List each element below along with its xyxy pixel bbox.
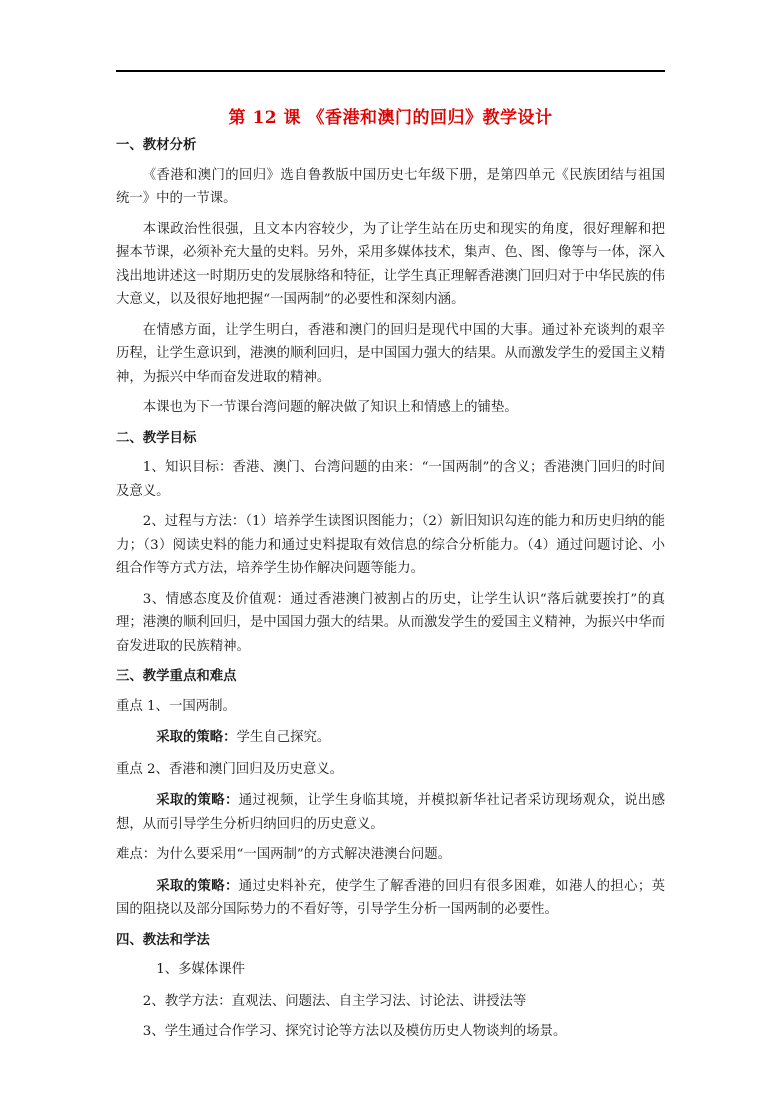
- method-item-2: 2、教学方法：直观法、问题法、自主学习法、讨论法、讲授法等: [142, 993, 527, 1009]
- strategy-text: 通过视频，让学生身临其境，并模拟新华社记者采访现场观众，说出感想，从而引导学生分析归纳回归的历史意义。: [116, 793, 666, 832]
- strategy-label: 采取的策略：: [156, 792, 239, 808]
- strategy-label: 采取的策略：: [156, 877, 239, 894]
- difficult-point-strategy: [116, 875, 665, 922]
- key-point-2: 重点 2、香港和澳门回归及历史意义。: [116, 761, 344, 777]
- strategy-label: 采取的策略：: [156, 729, 237, 745]
- section-heading-key-points: 三、教学重点和难点: [116, 668, 237, 684]
- key-point-2-strategy: [116, 789, 665, 836]
- strategy-text: 学生自己探究。: [236, 730, 331, 745]
- key-point-1: 重点 1、一国两制。: [116, 698, 236, 714]
- section-heading-analysis: 一、教材分析: [116, 137, 197, 153]
- section-heading-methods: 四、教法和学法: [116, 931, 210, 948]
- analysis-paragraph-2: 本课政治性很强，且文本内容较少，为了让学生站在历史和现实的角度，很好理解和把握本节课，必须补充大量的史料。另外，采用多媒体技术，集声、色、图、像等与一体，深入浅出地讲述这一时期历史的发展脉络和特征，让学生真正理解香港澳门回归对于中华民族的伟大意义，以及很好地把握“一国两制”的必要性和深刻内涵。: [116, 221, 666, 307]
- analysis-paragraph-3: 在情感方面，让学生明白，香港和澳门的回归是现代中国的大事。通过补充谈判的艰辛历程，让学生意识到，港澳的顺利回归，是中国国力强大的结果。从而激发学生的爱国主义精神，为振兴中华而奋发进取的精神。: [116, 322, 666, 385]
- objective-knowledge: 1、知识目标：香港、澳门、台湾问题的由来：“一国两制”的含义；香港澳门回归的时间及意义。: [116, 460, 665, 499]
- difficult-point: 难点：为什么要采用“一国两制”的方式解决港澳台问题。: [116, 847, 452, 862]
- header-rule: [116, 70, 665, 72]
- strategy-text: 通过史料补充，使学生了解香港的回归有很多困难，如港人的担心；英国的阻挠以及部分国际势力的不看好等，引导学生分析一国两制的必要性。: [116, 878, 666, 917]
- section-heading-objectives: 二、教学目标: [116, 429, 197, 446]
- objective-process: 2、过程与方法：（1）培养学生读图识图能力；（2）新旧知识勾连的能力和历史归纳的能力；（3）阅读史料的能力和通过史料提取有效信息的综合分析能力。（4）通过问题讨论、小组合作等方式方法，培养学生协作解决问题等能力。: [116, 514, 665, 576]
- method-item-1: 1、多媒体课件: [156, 962, 246, 977]
- method-item-3: 3、学生通过合作学习、探究讨论等方法以及模仿历史人物谈判的场景。: [142, 1024, 567, 1039]
- document-title: 第 12 课 《香港和澳门的回归》教学设计: [228, 108, 553, 128]
- analysis-paragraph-1: 《香港和澳门的回归》选自鲁教版中国历史七年级下册，是第四单元《民族团结与祖国统一》中的一节课。: [116, 167, 665, 206]
- document-body: [116, 134, 665, 1051]
- objective-attitude: 3、情感态度及价值观：通过香港澳门被割占的历史，让学生认识“落后就要挨打”的真理；港澳的顺利回归，是中国国力强大的结果。从而激发学生的爱国主义精神，为振兴中华而奋发进取的民族精神。: [116, 591, 666, 654]
- key-point-1-strategy: [116, 726, 665, 750]
- analysis-paragraph-4: 本课也为下一节课台湾问题的解决做了知识上和情感上的铺垫。: [142, 400, 518, 415]
